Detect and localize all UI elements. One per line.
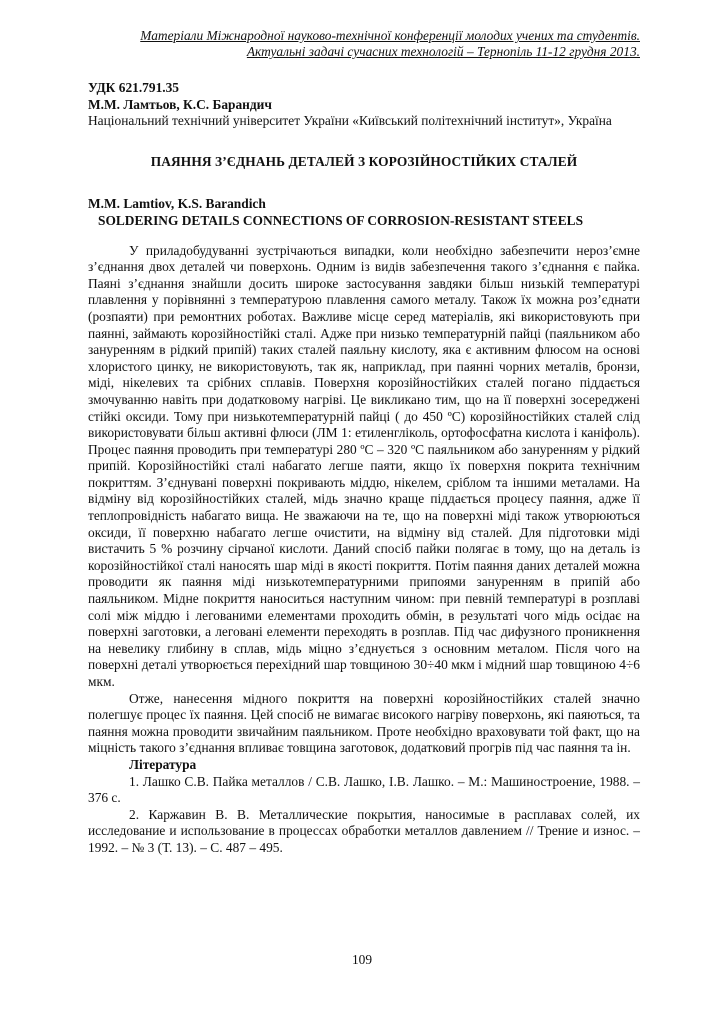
reference-list [88,774,640,857]
header-topic-line: Актуальні задачі сучасних технологій – Тернопіль 11-12 грудня 2013. [246,44,640,59]
authors-en: M.M. Lamtiov, K.S. Barandich [88,196,266,212]
reference-item-1: 1. Лашко С.В. Пайка металлов / С.В. Лашко, І.В. Лашко. – М.: Машиностроение, 1988. – 376 с. [88,773,640,806]
paper-title-en: SOLDERING DETAILS CONNECTIONS OF CORROSION-RESISTANT STEELS [98,212,584,228]
page-number: 109 [351,952,373,967]
literature-heading: Література [129,756,197,772]
body-paragraph-2: Отже, нанесення мідного покриття на поверхні корозійностійких сталей значно полегшує процес їх паяння. Цей спосіб не вимагає високого нагріву поверхонь, які паяються, та паяння можна проводити звичайним паяльником. Проте необхідно враховувати той факт, що на міцність такого з’єднання впливає товщина заготовок, додатковий прогрів під час паяння та ін. [88,690,640,756]
header-conference-line: Матеріали Міжнародної науково-технічної конференції молодих учених та студентів. [140,28,640,43]
running-header [88,28,640,60]
paper-meta [88,80,640,130]
paper-body [88,243,640,857]
affiliation: Національний технічний університет України «Київський політехнічний інститут», Україна [88,113,612,129]
reference-item-2: 2. Каржавин В. В. Металлические покрытия, наносимые в расплавах солей, их исследование и использование в процессах обработки металлов давлением // Трение и износ. – 1992. – № 3 (Т. 13). – С. 487 – 495. [88,806,640,855]
udc-code: УДК 621.791.35 [88,80,180,95]
authors-ua: М.М. Ламтьов, К.С. Барандич [88,96,272,112]
body-paragraph-1: У приладобудуванні зустрічаються випадки, коли необхідно забезпечити нероз’ємне з’єднання двох деталей чи поверхонь. Одним із видів забезпечення такого з’єднання є пайка. Паяні з’єднання знайшли досить широке застосування завдяки більш низькій температурі плавлення у порівнянні з температурою плавлення самого металу. Також їх можна роз’єднати (розпаяти) при ремонтних роботах. Важливе місце серед матеріалів, які використовують при паянні, займають корозійностійкі сталі. Адже при низько температурній пайці (паяльником або зануренням в рідкий припій) таких сталей паяльну кислоту, яка є активним флюсом на основі хлористого цинку, не використовують, так як, наприклад, при паянні чорних металів, бронзи, міді, нікелевих та срібних сплавів. Поверхня корозійностійких сталей погано піддається змочуванню навіть при додатковому нагріві. Це викликано тим, що на її поверхні зосереджені стійкі оксиди. Тому при низькотемпературній пайці ( до 450 ºС) корозійностійких сталей слід використовувати більш активні флюси (ЛМ 1: етиленгліколь, ортофосфатна кислота і каніфоль). Процес паяння проводить при температурі 280 ºС – 320 ºС паяльником або зануренням у рідкий припій. Корозійностійкі сталі набагато легше паяти, якщо їх поверхня покрита технічним покриттям. З’єднувані поверхні покривають міддю, нікелем, сріблом та іншими металами. На відміну від корозійностійких сталей, мідь значно краще піддається процесу паяння, адже її теплопровідність набагато вища. Не зважаючи на те, що на поверхні міді також утворюються оксиди, її поверхню набагато легше очистити, на відміну від сталей. Для підготовки міді вистачить 5 % розчину сірчаної кислоти. Даний спосіб пайки полягає в тому, що на деталь із корозійностійкої сталі наносять шар міді в якості покриття. Потім паяння даних деталей можна проводити як паяння міді низькотемпературними припоями зануренням в припій або паяльником. Мідне покриття наноситься наступним чином: при певній температурі в розплаві солі між міддю і легованими елементами проходить обмін, в результаті чого мідь осідає на поверхні заготовки, а леговані елементи переходять в розплав. Під час дифузного проникнення на невелику глибину в сплав, мідь міцно з’єднується з основним металом. Після чого на поверхні деталі утворюється перехідний шар товщиною 30÷40 мкм і мідний шар товщиною 4÷6 мкм. [88,242,640,689]
english-block [88,196,640,229]
paper-title-ua: ПАЯННЯ З’ЄДНАНЬ ДЕТАЛЕЙ З КОРОЗІЙНОСТІЙКИХ СТАЛЕЙ [150,153,578,169]
paper-page [88,28,640,857]
